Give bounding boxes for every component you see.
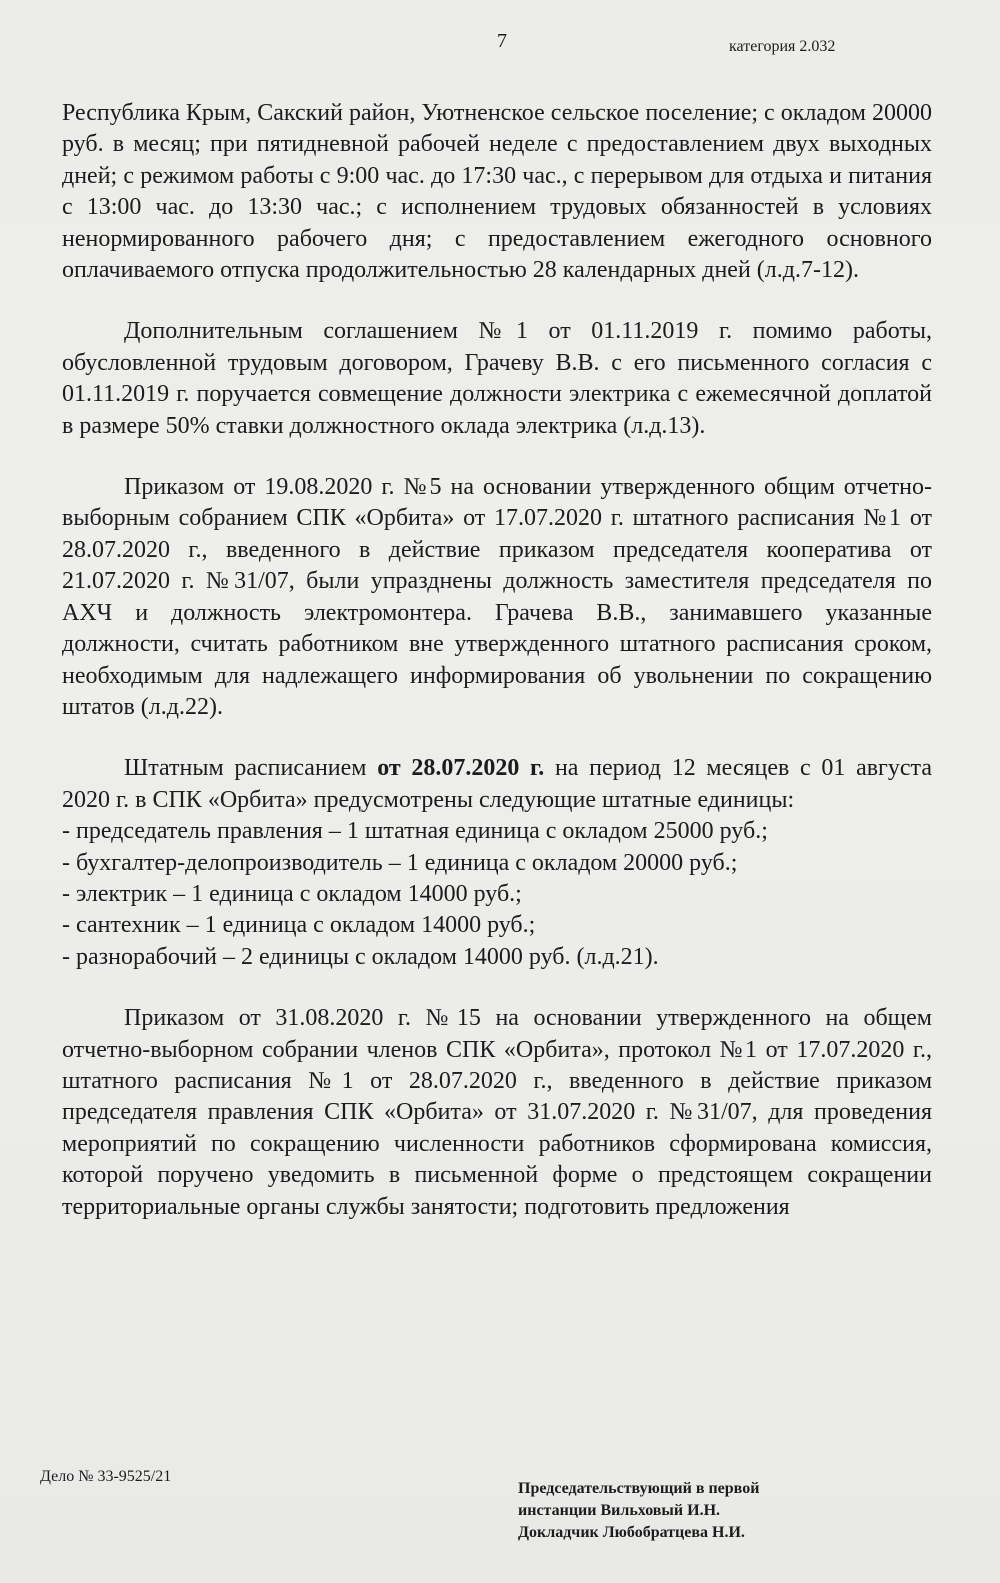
presiding-judge-line2: инстанции Вильховый И.Н. xyxy=(518,1502,721,1519)
staff-position-item: - бухгалтер-делопроизводитель – 1 единица с окладом 20000 руб.; xyxy=(62,849,738,876)
paragraph-order-5: Приказом от 19.08.2020 г. №5 на основании утвержденного общим отчетно-выборным собранием СПК «Орбита» от 17.07.2020 г. штатного расписания №1 от 28.07.2020 г., введенного в действие приказом председателя кооператива от 21.07.2020 г. №31/07, были упразднены должность заместителя председателя по АХЧ и должность электромонтера. Грачева В.В., занимавшего указанные должности, считать работником вне утвержденного штатного расписания сроком, необходимым для надлежащего информирования об увольнении по сокращению штатов (л.д.22). xyxy=(62,474,932,720)
staff-position-item: - разнорабочий – 2 единицы с окладом 14000 руб. (л.д.21). xyxy=(62,943,659,970)
case-number: Дело № 33-9525/21 xyxy=(40,1468,172,1485)
category-label: категория 2.032 xyxy=(729,38,836,55)
paragraph-employment-terms: Республика Крым, Сакский район, Уютненское сельское поселение; с окладом 20000 руб. в месяц; при пятидневной рабочей неделе с предоставлением двух выходных дней; с режимом работы с 9:00 час. до 17:30 час., с перерывом для отдыха и питания с 13:00 час. до 13:30 час.; с исполнением трудовых обязанностей в условиях ненормированного рабочего дня; с предоставлением ежегодного основного оплачиваемого отпуска продолжительностью 28 календарных дней (л.д.7-12). xyxy=(62,100,932,284)
reporting-judge: Докладчик Любобратцева Н.И. xyxy=(518,1524,745,1541)
staff-schedule-intro: Штатным расписанием xyxy=(124,755,378,782)
judges-block xyxy=(518,1478,759,1544)
staff-position-item: - электрик – 1 единица с окладом 14000 руб.; xyxy=(62,880,522,907)
staff-schedule-date: от 28.07.2020 г. xyxy=(377,755,545,782)
staff-position-item: - председатель правления – 1 штатная единица с окладом 25000 руб.; xyxy=(62,818,768,845)
paragraph-additional-agreement: Дополнительным соглашением №1 от 01.11.2019 г. помимо работы, обусловленной трудовым договором, Грачеву В.В. с его письменного согласия с 01.11.2019 г. поручается совмещение должности электрика с ежемесячной доплатой в размере 50% ставки должностного оклада электрика (л.д.13). xyxy=(62,318,932,439)
presiding-judge-line1: Председательствующий в первой xyxy=(518,1480,760,1497)
document-body xyxy=(62,98,932,1253)
staff-schedule-rest: на период 12 месяцев с 01 августа 2020 г. в СПК «Орбита» предусмотрены следующие штатные единицы: xyxy=(62,755,932,813)
paragraph-order-15: Приказом от 31.08.2020 г. №15 на основании утвержденного на общем отчетно-выборном собрании членов СПК «Орбита», протокол №1 от 17.07.2020 г., штатного расписания №1 от 28.07.2020 г., введенного в действие приказом председателя правления СПК «Орбита» от 31.07.2020 г. №31/07, для проведения мероприятий по сокращению численности работников сформирована комиссия, которой поручено уведомить в письменной форме о предстоящем сокращении территориальные органы службы занятости; подготовить предложения xyxy=(62,1005,932,1220)
page-number: 7 xyxy=(497,30,507,52)
staff-positions-list xyxy=(62,816,932,973)
staff-position-item: - сантехник – 1 единица с окладом 14000 руб.; xyxy=(62,912,536,939)
paragraph-staff-schedule xyxy=(62,753,932,816)
